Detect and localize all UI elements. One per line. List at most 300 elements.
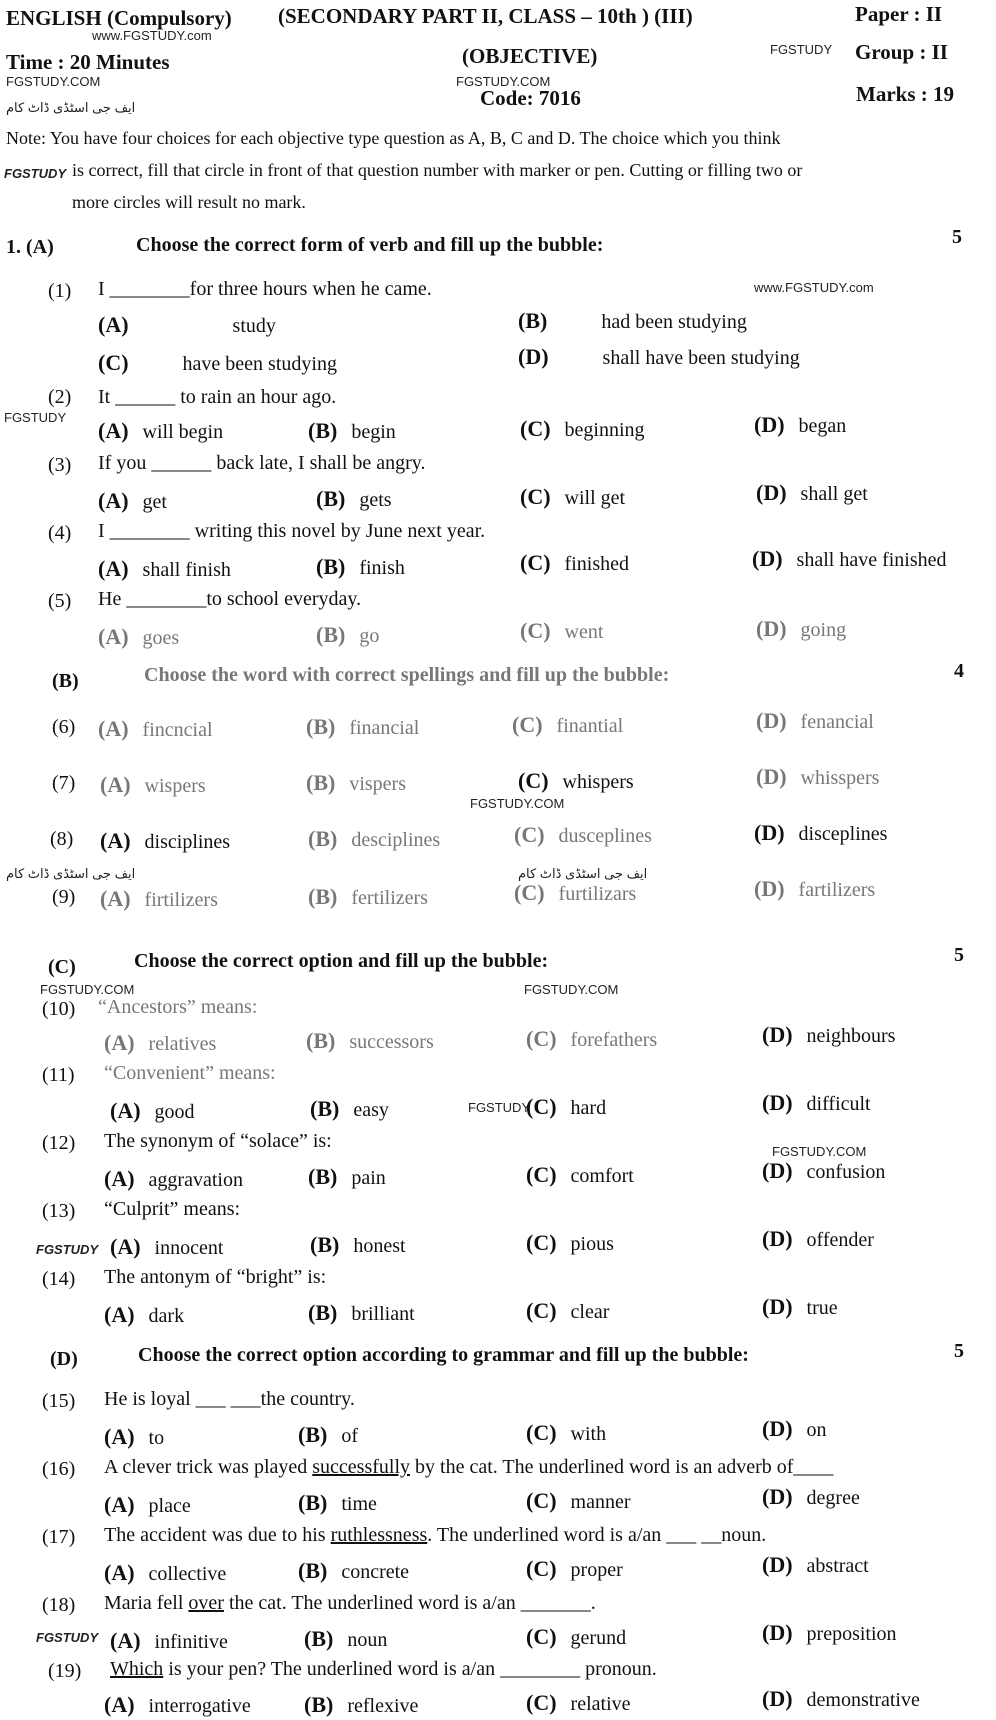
option-letter: (A) xyxy=(110,1234,141,1259)
section-a-label: 1. (A) xyxy=(6,236,54,258)
section-d-marks: 5 xyxy=(954,1340,964,1362)
option-d[interactable] xyxy=(762,1620,897,1646)
question-text: “Ancestors” means: xyxy=(98,996,258,1018)
option-text: neighbours xyxy=(806,1025,896,1047)
option-text: clear xyxy=(570,1301,610,1323)
option-letter: (D) xyxy=(762,1620,793,1645)
option-a[interactable] xyxy=(110,1098,195,1124)
question-number: (18) xyxy=(42,1594,76,1616)
option-d[interactable] xyxy=(756,708,874,734)
option-letter: (D) xyxy=(762,1022,793,1047)
option-letter: (D) xyxy=(754,412,785,437)
option-letter: (D) xyxy=(756,708,787,733)
option-a[interactable] xyxy=(98,716,213,742)
option-letter: (C) xyxy=(512,712,543,737)
note-line-2: is correct, fill that circle in front of that question number with marker or pen. Cutting or filling two or xyxy=(72,160,803,180)
option-text: beginning xyxy=(564,419,645,441)
option-text: forefathers xyxy=(570,1029,658,1051)
question-text-part: is your pen? The underlined word is a/an ________ pronoun. xyxy=(163,1658,657,1680)
option-a[interactable] xyxy=(110,1234,223,1260)
option-a[interactable] xyxy=(104,1560,226,1586)
option-d[interactable] xyxy=(762,1416,827,1442)
watermark: FGSTUDY xyxy=(4,166,67,181)
watermark: FGSTUDY.COM xyxy=(772,1144,867,1159)
option-letter: (B) xyxy=(298,1558,328,1583)
option-c[interactable] xyxy=(98,350,337,376)
section-b-marks: 4 xyxy=(954,660,964,682)
option-c[interactable] xyxy=(520,484,625,510)
option-text: disceplines xyxy=(798,823,888,845)
option-text: on xyxy=(806,1419,827,1441)
option-text: finantial xyxy=(556,715,624,737)
option-letter: (C) xyxy=(526,1162,557,1187)
option-b[interactable] xyxy=(298,1558,409,1584)
option-letter: (C) xyxy=(514,880,545,905)
option-letter: (C) xyxy=(520,484,551,509)
option-c[interactable] xyxy=(514,880,636,906)
option-text: shall have been studying xyxy=(602,347,800,369)
option-letter: (A) xyxy=(104,1302,135,1327)
option-b[interactable] xyxy=(310,1096,389,1122)
option-text: with xyxy=(570,1423,607,1445)
marks-label: Marks : 19 xyxy=(856,82,954,106)
option-text: interrogative xyxy=(148,1695,251,1717)
option-d[interactable] xyxy=(762,1022,895,1048)
question-text-part: . The underlined word is a/an ___ __noun. xyxy=(427,1524,767,1546)
option-a[interactable] xyxy=(100,772,206,798)
exam-title: (SECONDARY PART II, CLASS – 10th ) (III) xyxy=(278,4,693,28)
option-b[interactable] xyxy=(308,1164,386,1190)
option-d[interactable] xyxy=(756,480,868,506)
option-c[interactable] xyxy=(526,1556,623,1582)
question-number: (11) xyxy=(42,1064,75,1086)
option-b[interactable] xyxy=(308,418,396,444)
question-text: “Culprit” means: xyxy=(104,1198,241,1220)
option-b[interactable] xyxy=(304,1626,387,1652)
question-text: I ________for three hours when he came. xyxy=(98,278,432,300)
option-a[interactable] xyxy=(104,1692,251,1718)
question-number: (8) xyxy=(50,828,74,850)
option-text: time xyxy=(341,1493,377,1515)
question-text: The antonym of “bright” is: xyxy=(104,1266,327,1288)
option-d[interactable] xyxy=(762,1090,871,1116)
watermark: FGSTUDY xyxy=(468,1100,531,1115)
question-text-part: by the cat. The underlined word is an adverb of____ xyxy=(410,1456,834,1478)
watermark: FGSTUDY.COM xyxy=(456,74,551,89)
option-text: pain xyxy=(351,1167,386,1189)
option-a[interactable] xyxy=(104,1030,216,1056)
option-text: degree xyxy=(806,1487,860,1509)
code-label: Code: 7016 xyxy=(480,86,581,110)
option-letter: (D) xyxy=(518,344,549,369)
section-c-title: Choose the correct option and fill up the bubble: xyxy=(134,950,549,972)
option-d[interactable] xyxy=(754,876,875,902)
section-d-label: (D) xyxy=(50,1348,78,1370)
option-c[interactable] xyxy=(526,1026,657,1052)
section-a-marks: 5 xyxy=(952,226,962,248)
option-letter: (C) xyxy=(514,822,545,847)
option-b[interactable] xyxy=(308,826,440,852)
option-a[interactable] xyxy=(110,1628,228,1654)
option-text: shall finish xyxy=(142,559,231,581)
option-text: abstract xyxy=(806,1555,869,1577)
option-text: manner xyxy=(570,1491,631,1513)
option-letter: (A) xyxy=(98,488,129,513)
question-number: (12) xyxy=(42,1132,76,1154)
watermark: FGSTUDY.COM xyxy=(524,982,619,997)
option-letter: (A) xyxy=(100,886,131,911)
watermark-urdu: ایف جی اسٹڈی ڈاٹ کام xyxy=(6,100,136,115)
section-d-title: Choose the correct option according to grammar and fill up the bubble: xyxy=(138,1344,749,1366)
option-text: reflexive xyxy=(347,1695,419,1717)
option-text: financial xyxy=(349,717,420,739)
objective-label: (OBJECTIVE) xyxy=(462,44,598,68)
option-letter: (D) xyxy=(756,616,787,641)
question-number: (6) xyxy=(52,716,76,738)
option-a[interactable] xyxy=(98,418,223,444)
option-letter: (B) xyxy=(304,1626,334,1651)
question-text xyxy=(104,1456,833,1479)
option-d[interactable] xyxy=(752,546,947,572)
option-d[interactable] xyxy=(762,1552,869,1578)
option-letter: (D) xyxy=(762,1552,793,1577)
option-b[interactable] xyxy=(316,486,392,512)
option-text: fertilizers xyxy=(351,887,428,909)
question-number: (17) xyxy=(42,1526,76,1548)
question-number: (4) xyxy=(48,522,72,544)
option-letter: (D) xyxy=(762,1686,793,1711)
question-number: (14) xyxy=(42,1268,76,1290)
option-d[interactable] xyxy=(754,412,846,438)
option-text: gerund xyxy=(570,1627,627,1649)
option-a[interactable] xyxy=(100,828,230,854)
option-a[interactable] xyxy=(98,624,179,650)
option-text: successors xyxy=(349,1031,434,1053)
option-d[interactable] xyxy=(762,1686,920,1712)
option-b[interactable] xyxy=(308,884,428,910)
question-number: (15) xyxy=(42,1390,76,1412)
option-letter: (C) xyxy=(526,1556,557,1581)
option-b[interactable] xyxy=(306,714,419,740)
option-letter: (D) xyxy=(762,1158,793,1183)
option-text: whispers xyxy=(562,771,634,793)
option-a[interactable] xyxy=(98,488,167,514)
option-b[interactable] xyxy=(304,1692,418,1718)
option-c[interactable] xyxy=(514,822,652,848)
option-letter: (B) xyxy=(310,1232,340,1257)
option-letter: (C) xyxy=(520,618,551,643)
option-d[interactable] xyxy=(518,344,800,370)
question-number: (19) xyxy=(48,1660,82,1682)
option-text: vispers xyxy=(349,773,406,795)
option-letter: (B) xyxy=(308,1300,338,1325)
option-letter: (C) xyxy=(526,1488,557,1513)
option-letter: (B) xyxy=(308,1164,338,1189)
underlined-word: successfully xyxy=(312,1456,411,1478)
option-c[interactable] xyxy=(526,1488,631,1514)
option-text: going xyxy=(800,619,847,641)
option-d[interactable] xyxy=(762,1294,838,1320)
option-d[interactable] xyxy=(762,1226,874,1252)
option-c[interactable] xyxy=(520,416,645,442)
option-text: fenancial xyxy=(800,711,874,733)
option-letter: (A) xyxy=(104,1492,135,1517)
option-letter: (A) xyxy=(104,1692,135,1717)
option-text: have been studying xyxy=(182,353,337,375)
question-number: (5) xyxy=(48,590,72,612)
option-c[interactable] xyxy=(526,1690,631,1716)
question-number: (1) xyxy=(48,280,72,302)
option-letter: (C) xyxy=(526,1624,557,1649)
question-text xyxy=(104,1524,766,1547)
question-text-part: The accident was due to his xyxy=(104,1524,331,1546)
option-c[interactable] xyxy=(526,1094,606,1120)
option-b[interactable] xyxy=(316,554,405,580)
option-letter: (B) xyxy=(298,1422,328,1447)
option-text: go xyxy=(359,625,380,647)
option-c[interactable] xyxy=(518,768,634,794)
option-letter: (A) xyxy=(110,1628,141,1653)
option-letter: (D) xyxy=(762,1090,793,1115)
option-text: fincncial xyxy=(142,719,213,741)
watermark: FGSTUDY xyxy=(4,410,67,425)
option-letter: (D) xyxy=(762,1416,793,1441)
option-text: honest xyxy=(353,1235,406,1257)
section-c-label: (C) xyxy=(48,956,76,978)
question-number: (3) xyxy=(48,454,72,476)
option-text: confusion xyxy=(806,1161,886,1183)
option-letter: (B) xyxy=(304,1692,334,1717)
option-d[interactable] xyxy=(754,820,887,846)
option-letter: (A) xyxy=(100,828,131,853)
paper-label: Paper : II xyxy=(855,2,943,26)
option-letter: (B) xyxy=(306,1028,336,1053)
option-text: difficult xyxy=(806,1093,871,1115)
option-text: shall have finished xyxy=(796,549,947,571)
option-text: proper xyxy=(570,1559,623,1581)
option-text: will get xyxy=(564,487,626,509)
option-text: pious xyxy=(570,1233,614,1255)
option-text: relative xyxy=(570,1693,631,1715)
question-number: (10) xyxy=(42,998,76,1020)
question-text: I ________ writing this novel by June next year. xyxy=(98,520,486,542)
question-text-part: A clever trick was played xyxy=(104,1456,313,1478)
option-letter: (C) xyxy=(526,1094,557,1119)
option-text: true xyxy=(806,1297,838,1319)
section-b-label: (B) xyxy=(52,670,79,692)
option-letter: (D) xyxy=(762,1226,793,1251)
note-line-1: Note: You have four choices for each objective type question as A, B, C and D. The choice which you think xyxy=(6,128,781,148)
option-text: relatives xyxy=(148,1033,217,1055)
time-label: Time : 20 Minutes xyxy=(6,50,170,74)
group-label: Group : II xyxy=(855,40,948,64)
option-letter: (C) xyxy=(526,1298,557,1323)
option-letter: (D) xyxy=(752,546,783,571)
option-c[interactable] xyxy=(526,1230,614,1256)
option-letter: (C) xyxy=(526,1026,557,1051)
option-text: concrete xyxy=(341,1561,410,1583)
option-text: innocent xyxy=(154,1237,224,1259)
option-letter: (B) xyxy=(308,884,338,909)
option-letter: (B) xyxy=(518,308,548,333)
watermark: www.FGSTUDY.com xyxy=(754,280,874,295)
option-letter: (B) xyxy=(316,622,346,647)
option-text: furtilizars xyxy=(558,883,637,905)
underlined-word: over xyxy=(188,1592,224,1614)
option-d[interactable] xyxy=(756,764,879,790)
option-c[interactable] xyxy=(526,1624,626,1650)
underlined-word: Which xyxy=(110,1658,164,1680)
note-line-3: more circles will result no mark. xyxy=(72,192,306,212)
option-text: went xyxy=(564,621,604,643)
option-text: begin xyxy=(351,421,396,443)
option-letter: (D) xyxy=(762,1484,793,1509)
option-letter: (A) xyxy=(104,1424,135,1449)
watermark: FGSTUDY.COM xyxy=(6,74,101,89)
option-letter: (A) xyxy=(98,418,129,443)
option-text: aggravation xyxy=(148,1169,243,1191)
option-text: gets xyxy=(359,489,392,511)
option-text: of xyxy=(341,1425,358,1447)
option-a[interactable] xyxy=(104,1166,243,1192)
option-c[interactable] xyxy=(520,618,603,644)
option-d[interactable] xyxy=(756,616,846,642)
option-text: will begin xyxy=(142,421,224,443)
option-b[interactable] xyxy=(306,770,406,796)
option-text: whisspers xyxy=(800,767,880,789)
option-text: study xyxy=(232,315,276,337)
option-b[interactable] xyxy=(298,1422,358,1448)
option-c[interactable] xyxy=(526,1298,609,1324)
watermark-urdu: ایف جی اسٹڈی ڈاٹ کام xyxy=(518,866,648,881)
option-letter: (C) xyxy=(520,416,551,441)
watermark: FGSTUDY.COM xyxy=(40,982,135,997)
question-text: It ______ to rain an hour ago. xyxy=(98,386,337,408)
question-text: If you ______ back late, I shall be angry. xyxy=(98,452,426,474)
option-a[interactable] xyxy=(104,1492,191,1518)
watermark: www.FGSTUDY.com xyxy=(92,28,212,43)
option-letter: (B) xyxy=(298,1490,328,1515)
option-letter: (B) xyxy=(316,486,346,511)
option-a[interactable] xyxy=(98,312,276,338)
option-c[interactable] xyxy=(520,550,629,576)
option-text: fartilizers xyxy=(798,879,876,901)
option-text: finish xyxy=(359,557,405,579)
option-text: desciplines xyxy=(351,829,441,851)
option-letter: (C) xyxy=(526,1420,557,1445)
option-text: wispers xyxy=(144,775,206,797)
question-text: He is loyal ___ ___the country. xyxy=(104,1388,355,1410)
question-number: (7) xyxy=(52,772,76,794)
option-c[interactable] xyxy=(512,712,623,738)
section-c-marks: 5 xyxy=(954,944,964,966)
option-letter: (A) xyxy=(110,1098,141,1123)
option-letter: (C) xyxy=(526,1230,557,1255)
option-text: offender xyxy=(806,1229,874,1251)
option-text: easy xyxy=(353,1099,389,1121)
option-c[interactable] xyxy=(526,1162,634,1188)
watermark: FGSTUDY xyxy=(36,1630,99,1645)
question-text-part: Maria fell xyxy=(104,1592,189,1614)
question-number: (13) xyxy=(42,1200,76,1222)
option-letter: (D) xyxy=(762,1294,793,1319)
option-letter: (A) xyxy=(104,1560,135,1585)
option-a[interactable] xyxy=(98,556,231,582)
option-b[interactable] xyxy=(306,1028,434,1054)
option-letter: (D) xyxy=(756,764,787,789)
option-letter: (C) xyxy=(526,1690,557,1715)
option-letter: (B) xyxy=(316,554,346,579)
option-text: comfort xyxy=(570,1165,634,1187)
option-c[interactable] xyxy=(526,1420,606,1446)
option-b[interactable] xyxy=(518,308,747,334)
option-b[interactable] xyxy=(316,622,379,648)
option-text: demonstrative xyxy=(806,1689,920,1711)
option-b[interactable] xyxy=(298,1490,377,1516)
option-text: began xyxy=(798,415,847,437)
option-letter: (A) xyxy=(100,772,131,797)
option-letter: (D) xyxy=(754,820,785,845)
option-letter: (B) xyxy=(306,770,336,795)
option-text: get xyxy=(142,491,167,513)
option-a[interactable] xyxy=(100,886,218,912)
option-text: finished xyxy=(564,553,629,575)
question-number: (9) xyxy=(52,886,76,908)
question-number: (2) xyxy=(48,386,72,408)
option-text: disciplines xyxy=(144,831,231,853)
option-letter: (B) xyxy=(306,714,336,739)
subject-title: ENGLISH (Compulsory) xyxy=(6,6,232,30)
option-text: noun xyxy=(347,1629,388,1651)
option-letter: (C) xyxy=(518,768,549,793)
option-a[interactable] xyxy=(104,1302,184,1328)
option-letter: (A) xyxy=(98,624,129,649)
underlined-word: ruthlessness xyxy=(330,1524,428,1546)
option-letter: (D) xyxy=(754,876,785,901)
option-d[interactable] xyxy=(762,1158,885,1184)
option-text: good xyxy=(154,1101,195,1123)
option-text: firtilizers xyxy=(144,889,218,911)
option-b[interactable] xyxy=(310,1232,406,1258)
question-text: He ________to school everyday. xyxy=(98,588,362,610)
option-text: dusceplines xyxy=(558,825,652,847)
watermark: FGSTUDY xyxy=(770,42,833,57)
option-text: place xyxy=(148,1495,191,1517)
option-letter: (B) xyxy=(310,1096,340,1121)
option-letter: (B) xyxy=(308,826,338,851)
option-text: preposition xyxy=(806,1623,897,1645)
option-text: brilliant xyxy=(351,1303,415,1325)
option-text: infinitive xyxy=(154,1631,228,1653)
question-number: (16) xyxy=(42,1458,76,1480)
question-text xyxy=(110,1658,657,1681)
question-text: “Convenient” means: xyxy=(104,1062,276,1084)
section-a-title: Choose the correct form of verb and fill up the bubble: xyxy=(136,234,604,256)
option-letter: (A) xyxy=(104,1030,135,1055)
option-text: to xyxy=(148,1427,165,1449)
question-text xyxy=(104,1592,596,1615)
option-a[interactable] xyxy=(104,1424,164,1450)
option-text: dark xyxy=(148,1305,185,1327)
option-d[interactable] xyxy=(762,1484,860,1510)
watermark: FGSTUDY.COM xyxy=(470,796,565,811)
watermark-urdu: ایف جی اسٹڈی ڈاٹ کام xyxy=(6,866,136,881)
option-letter: (A) xyxy=(98,556,129,581)
option-b[interactable] xyxy=(308,1300,415,1326)
option-letter: (A) xyxy=(98,312,129,337)
option-text: hard xyxy=(570,1097,607,1119)
option-letter: (B) xyxy=(308,418,338,443)
